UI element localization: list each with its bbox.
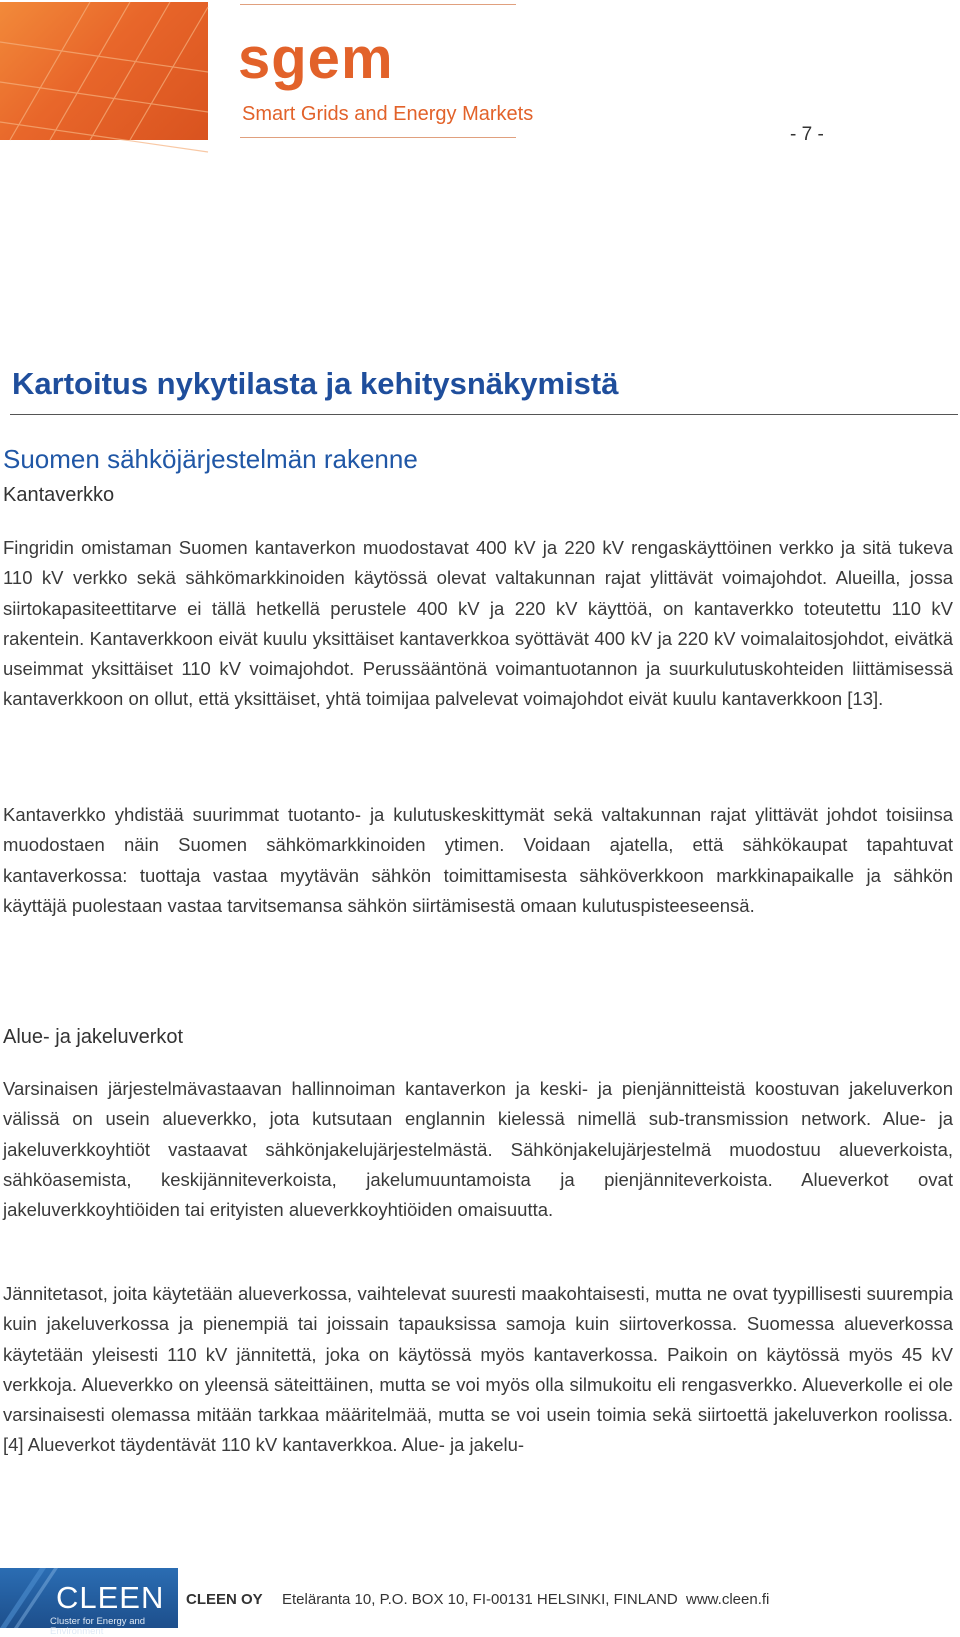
sgem-logo-tagline: Smart Grids and Energy Markets [242,103,534,125]
chapter-title: Kartoitus nykytilasta ja kehitysnäkymistä [12,366,619,401]
subsection-heading-kantaverkko: Kantaverkko [3,484,115,506]
section-heading: Suomen sähköjärjestelmän rakenne [3,444,418,474]
logo-bottom-rule [240,137,516,138]
sgem-logo-graphic [0,2,208,140]
title-rule [10,414,958,415]
cleen-logo-word: CLEEN [56,1580,165,1615]
cleen-logo-tagline: Cluster for Energy and Environment [50,1616,146,1637]
logo-top-rule [240,4,516,5]
footer-address: Eteläranta 10, P.O. BOX 10, FI-00131 HELSINKI, FINLAND [282,1591,678,1608]
sgem-logo-word: sgem [238,26,394,91]
paragraph-4: Jännitetasot, joita käytetään alueverkossa, vaihtelevat suuresti maakohtaisesti, mutta ne ovat tyypillisesti suurempia kuin jakeluverkossa ja pienempiä tai joissain tapauksissa samoja kuin siirtoverkossa. Suomessa alueverkossa käytetään yleisesti 110 kV jännitettä, joka on käytössä myös kantaverkossa. Paikoin on käytössä myös 45 kV verkkoja. Alueverkko on yleensä säteittäinen, mutta se voi myös olla silmukoitu eli rengasverkko. Alueverkolle ei ole varsinaisesti olemassa mitään tarkkaa määritelmää, mutta se voi usein toimia sekä siirtoettä jakeluverkon roolissa. [4] Alueverkot täydentävät 110 kV kantaverkkoa. Alue- ja jakelu- [3,1283,953,1456]
paragraph-3: Varsinaisen järjestelmävastaavan hallinnoiman kantaverkon ja keski- ja pienjännitteistä koostuvan jakeluverkon välissä on usein alueverkko, jota kutsutaan englannin kielessä nimellä sub-transmission network. Alue- ja jakeluverkkoyhtiöt vastaavat sähkönjakelujärjestelmästä. Sähkönjakelujärjestelmä muodostuu alueverkoista, sähköasemista, keskijänniteverkoista, jakelumuuntamoista ja pienjänniteverkoista. Alueverkot ovat jakeluverkkoyhtiöiden tai erityisten alueverkkoyhtiöiden omaisuutta. [3,1078,953,1221]
cleen-logo [0,1568,178,1637]
footer-website-link[interactable]: www.cleen.fi [686,1591,770,1608]
footer-company: CLEEN OY [186,1591,263,1608]
page-number: - 7 - [790,124,824,145]
subsection-heading-alue-jakeluverkot: Alue- ja jakeluverkot [3,1026,184,1048]
paragraph-2: Kantaverkko yhdistää suurimmat tuotanto- ja kulutuskeskittymät sekä valtakunnan rajat ylittävät johdot toisiinsa muodostaen näin Suomen sähkömarkkinoiden ytimen. Voidaan ajatella, että sähkökaupat tapahtuvat kantaverkossa: tuottaja vastaa myytävän sähkön toimittamisesta sähköverkkoon markkinapaikalle ja sähkön käyttäjä puolestaan vastaa tarvitsemansa sähkön siirtämisestä omaan kulutuspisteeseensä. [3,804,953,916]
paragraph-1: Fingridin omistaman Suomen kantaverkon muodostavat 400 kV ja 220 kV rengaskäyttöinen verkko ja sitä tukeva 110 kV verkko sekä sähkömarkkinoiden käytössä olevat valtakunnan rajat ylittävät voimajohdot. Alueilla, jossa siirtokapasiteettitarve ei tällä hetkellä perustele 400 kV ja 220 kV käyttöä, on kantaverkko toteutettu 110 kV rakentein. Kantaverkkoon eivät kuulu yksittäiset kantaverkkoa syöttävät 400 kV ja 220 kV voimalaitosjohdot, eivätkä useimmat yksittäiset 110 kV voimajohdot. Perussääntönä voimantuotannon ja suurkulutuskohteiden liittämisessä kantaverkkoon on ollut, että yksittäiset, yhtä toimijaa palvelevat voimajohdot eivät kuulu kantaverkkoon [13]. [3,537,953,710]
